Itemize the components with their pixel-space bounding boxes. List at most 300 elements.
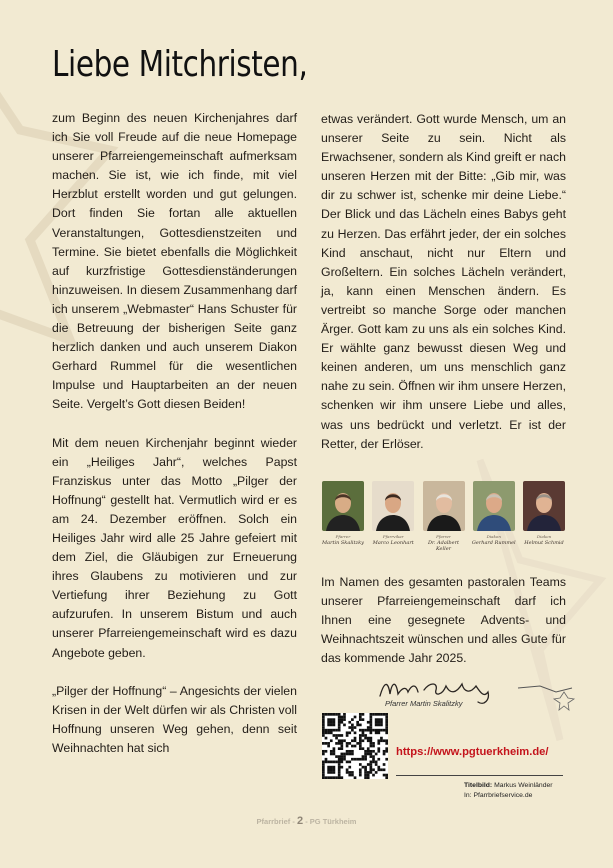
qr-module <box>362 755 365 758</box>
qr-module <box>322 731 325 734</box>
qr-module <box>340 721 343 724</box>
qr-module <box>359 758 362 761</box>
qr-module <box>346 734 349 737</box>
page-number: 2 <box>296 815 304 827</box>
qr-module <box>385 747 388 750</box>
qr-module <box>346 745 349 748</box>
qr-module <box>354 776 357 779</box>
qr-module <box>385 750 388 753</box>
qr-module <box>327 745 330 748</box>
qr-module <box>377 724 380 727</box>
qr-module <box>351 774 354 777</box>
qr-module <box>370 731 373 734</box>
qr-module <box>385 774 388 777</box>
qr-module <box>327 718 330 721</box>
qr-module <box>367 729 370 732</box>
qr-module <box>377 750 380 753</box>
qr-module <box>380 721 383 724</box>
qr-module <box>325 731 328 734</box>
qr-module <box>385 721 388 724</box>
qr-module <box>370 763 373 766</box>
qr-module <box>346 731 349 734</box>
qr-module <box>343 758 346 761</box>
qr-module <box>375 721 378 724</box>
qr-module <box>375 761 378 764</box>
qr-module <box>340 716 343 719</box>
qr-module <box>370 729 373 732</box>
qr-module <box>359 742 362 745</box>
qr-module <box>351 729 354 732</box>
qr-module <box>325 761 328 764</box>
qr-module <box>348 771 351 774</box>
qr-module <box>343 739 346 742</box>
qr-module <box>370 761 373 764</box>
qr-module <box>333 713 336 716</box>
qr-module <box>359 737 362 740</box>
qr-module <box>340 718 343 721</box>
qr-module <box>348 721 351 724</box>
qr-module <box>343 716 346 719</box>
qr-module <box>325 742 328 745</box>
qr-module <box>364 737 367 740</box>
qr-module <box>322 713 325 716</box>
qr-module <box>370 716 373 719</box>
qr-module <box>372 761 375 764</box>
qr-module <box>359 724 362 727</box>
qr-module <box>370 737 373 740</box>
qr-module <box>354 758 357 761</box>
qr-module <box>351 745 354 748</box>
qr-module <box>377 731 380 734</box>
qr-module <box>330 750 333 753</box>
team-name: Gerhard Rummel <box>471 540 516 546</box>
qr-module <box>370 726 373 729</box>
qr-module <box>346 750 349 753</box>
qr-module <box>383 768 386 771</box>
qr-module <box>340 742 343 745</box>
team-member <box>522 481 566 552</box>
qr-module <box>364 753 367 756</box>
qr-module <box>377 747 380 750</box>
qr-module <box>364 766 367 769</box>
team-role: Pfarrer <box>335 534 351 539</box>
qr-module <box>362 739 365 742</box>
qr-module <box>372 742 375 745</box>
qr-module <box>356 758 359 761</box>
qr-module <box>322 763 325 766</box>
qr-module <box>335 737 338 740</box>
qr-module <box>380 724 383 727</box>
qr-module <box>367 776 370 779</box>
page-title: Liebe Mitchristen, <box>52 44 308 85</box>
qr-module <box>359 729 362 732</box>
qr-module <box>343 713 346 716</box>
qr-module <box>330 713 333 716</box>
qr-module <box>351 771 354 774</box>
footer-left: Pfarrbrief - <box>256 817 295 826</box>
qr-module <box>377 721 380 724</box>
qr-module <box>375 724 378 727</box>
qr-module <box>335 734 338 737</box>
qr-module <box>351 753 354 756</box>
qr-module <box>322 726 325 729</box>
qr-module <box>372 729 375 732</box>
qr-module <box>385 713 388 716</box>
team-member <box>321 481 365 552</box>
divider <box>396 775 563 776</box>
qr-module <box>340 755 343 758</box>
qr-module <box>335 742 338 745</box>
qr-module <box>375 731 378 734</box>
team-name: Dr. Adalbert Keller <box>428 540 459 552</box>
signatory-name: Pfarrer Martin Skalitzky <box>385 699 463 708</box>
qr-module <box>375 729 378 732</box>
qr-module <box>327 776 330 779</box>
qr-module <box>338 724 341 727</box>
qr-module <box>333 729 336 732</box>
qr-module <box>343 755 346 758</box>
qr-module <box>333 766 336 769</box>
qr-module <box>380 718 383 721</box>
qr-module <box>354 726 357 729</box>
qr-module <box>333 747 336 750</box>
qr-module <box>383 739 386 742</box>
qr-module <box>364 776 367 779</box>
qr-module <box>340 753 343 756</box>
qr-module <box>377 713 380 716</box>
qr-module <box>327 713 330 716</box>
qr-module <box>351 726 354 729</box>
qr-module <box>383 713 386 716</box>
qr-module <box>330 761 333 764</box>
qr-module <box>354 731 357 734</box>
qr-module <box>338 771 341 774</box>
qr-module <box>377 739 380 742</box>
qr-module <box>359 763 362 766</box>
qr-module <box>340 739 343 742</box>
qr-module <box>364 771 367 774</box>
qr-module <box>383 774 386 777</box>
qr-module <box>370 718 373 721</box>
qr-module <box>351 724 354 727</box>
qr-module <box>330 724 333 727</box>
qr-module <box>385 776 388 779</box>
qr-module <box>383 750 386 753</box>
qr-module <box>330 731 333 734</box>
qr-module <box>335 761 338 764</box>
qr-module <box>338 729 341 732</box>
team-role: Pfarrer <box>436 534 451 539</box>
qr-module <box>333 753 336 756</box>
qr-module <box>327 771 330 774</box>
qr-module <box>380 737 383 740</box>
qr-module <box>367 753 370 756</box>
team-member <box>422 481 466 552</box>
qr-module <box>333 771 336 774</box>
qr-module <box>327 731 330 734</box>
portrait-photo <box>523 481 565 531</box>
right-column <box>321 110 566 473</box>
qr-module <box>356 742 359 745</box>
qr-module <box>359 734 362 737</box>
qr-module <box>359 774 362 777</box>
qr-module <box>383 763 386 766</box>
qr-module <box>372 774 375 777</box>
qr-module <box>330 771 333 774</box>
qr-module <box>327 742 330 745</box>
qr-module <box>340 747 343 750</box>
qr-module <box>377 766 380 769</box>
qr-module <box>330 721 333 724</box>
qr-module <box>377 718 380 721</box>
qr-module <box>380 729 383 732</box>
qr-module <box>335 755 338 758</box>
credits-label: Titelbild: <box>464 782 493 789</box>
qr-module <box>372 713 375 716</box>
qr-module <box>343 753 346 756</box>
qr-module <box>370 713 373 716</box>
qr-module <box>351 750 354 753</box>
qr-module <box>322 734 325 737</box>
qr-module <box>330 776 333 779</box>
qr-module <box>370 766 373 769</box>
qr-module <box>383 753 386 756</box>
qr-module <box>333 750 336 753</box>
qr-module <box>362 747 365 750</box>
qr-module <box>377 742 380 745</box>
qr-module <box>385 742 388 745</box>
qr-module <box>367 737 370 740</box>
qr-module <box>327 724 330 727</box>
qr-module <box>327 761 330 764</box>
qr-module <box>338 774 341 777</box>
qr-module <box>354 739 357 742</box>
qr-module <box>359 768 362 771</box>
qr-module <box>385 726 388 729</box>
qr-module <box>372 758 375 761</box>
qr-module <box>327 721 330 724</box>
paragraph-heiliges-jahr: Mit dem neuen Kirchenjahr beginnt wieder ein „Heiliges Jahr“, welches Papst Franziskus unter das Motto „Pilger der Hoffnung“ gestellt hat. Vermutlich wird er es am 24. Dezember eröffnen. Solch ein Heiliges Jahr wird alle 25 Jahre gefeiert mit dem Ziel, die Gläubigen zur Erneuerung ihres Glaubens zu motivieren und zur Vertiefung ihrer Beziehung zu Gott aufzurufen. In unserem Bistum und auch unserer Pfarreiengemeinschaft wird es dazu Angebote geben. <box>52 435 297 660</box>
qr-module <box>338 716 341 719</box>
qr-module <box>359 718 362 721</box>
qr-module <box>364 758 367 761</box>
qr-module <box>340 766 343 769</box>
qr-module <box>354 745 357 748</box>
qr-module <box>364 755 367 758</box>
qr-module <box>338 721 341 724</box>
qr-module <box>370 768 373 771</box>
qr-module <box>330 768 333 771</box>
qr-module <box>333 721 336 724</box>
qr-module <box>338 726 341 729</box>
website-link[interactable]: https://www.pgtuerkheim.de/ <box>396 746 549 758</box>
qr-module <box>362 734 365 737</box>
qr-module <box>375 771 378 774</box>
qr-module <box>367 739 370 742</box>
qr-module <box>359 739 362 742</box>
qr-module <box>338 734 341 737</box>
qr-module <box>370 753 373 756</box>
closing-greeting: Im Namen des gesamten pastoralen Teams unserer Pfarreiengemeinschaft darf ich Ihnen eine gesegnete Advents- und Weihnachtszeit wünschen und alles Gute für das kommende Jahr 2025. <box>321 575 566 666</box>
qr-module <box>322 768 325 771</box>
qr-module <box>354 737 357 740</box>
qr-module <box>377 768 380 771</box>
qr-module <box>367 726 370 729</box>
qr-module <box>322 716 325 719</box>
qr-module <box>346 753 349 756</box>
paragraph-pilger: „Pilger der Hoffnung“ – Angesichts der vielen Krisen in der Welt dürfen wir als Christen voll Hoffnung unseren Weg gehen, denn seit Weihnachten hat sich <box>52 683 297 755</box>
qr-module <box>356 724 359 727</box>
qr-module <box>372 755 375 758</box>
qr-module <box>370 750 373 753</box>
team-role: Pfarrvikar <box>382 534 404 539</box>
qr-module <box>338 758 341 761</box>
qr-module <box>343 724 346 727</box>
qr-module <box>333 768 336 771</box>
image-credits <box>464 781 553 800</box>
portrait-photo <box>322 481 364 531</box>
portrait-photo <box>372 481 414 531</box>
qr-module <box>346 742 349 745</box>
qr-module <box>330 766 333 769</box>
qr-module <box>327 768 330 771</box>
qr-module <box>348 753 351 756</box>
paragraph-homepage: zum Beginn des neuen Kirchenjahres darf ich Sie voll Freude auf die neue Homepage unserer Pfarreiengemeinschaft aufmerksam machen. Sie ist, wie ich finde, mit viel Herzblut erstellt worden und gut gelungen. Dort finden Sie fortan alle aktuellen Veranstaltungen, Gottesdienstzeiten und Termine. Sie bietet ebenfalls die Möglichkeit auf kurzfristige Gottesdienständerungen hinzuweisen. In diesem Zusammenhang darf ich unserem „Webmaster“ Hans Schuster für die Betreuung der bisherigen Seite ganz herzlich danken und auch unserem Diakon Gerhard Rummel für die wesentlichen Impulse und Hauptarbeiten an der neuen Seite. Vergelt’s Gott diesen Beiden! <box>52 111 297 412</box>
qr-module <box>348 761 351 764</box>
qr-module <box>346 761 349 764</box>
qr-module <box>364 729 367 732</box>
qr-module <box>338 776 341 779</box>
qr-module <box>340 745 343 748</box>
qr-module <box>359 713 362 716</box>
team-role: Diakon <box>536 534 552 539</box>
qr-module <box>375 713 378 716</box>
qr-module <box>322 724 325 727</box>
qr-module <box>348 731 351 734</box>
qr-module <box>343 718 346 721</box>
star-ornament-graphic <box>516 674 576 714</box>
qr-module <box>325 729 328 732</box>
page-footer <box>0 815 613 827</box>
qr-module <box>322 761 325 764</box>
qr-module <box>359 745 362 748</box>
qr-module <box>367 763 370 766</box>
qr-module <box>348 742 351 745</box>
qr-module <box>385 758 388 761</box>
qr-module <box>385 731 388 734</box>
portrait-photo <box>473 481 515 531</box>
qr-module <box>362 758 365 761</box>
qr-module <box>380 713 383 716</box>
qr-module <box>330 739 333 742</box>
qr-module <box>348 750 351 753</box>
qr-module <box>359 771 362 774</box>
qr-module <box>380 768 383 771</box>
qr-module <box>335 729 338 732</box>
qr-module <box>370 771 373 774</box>
qr-module <box>335 776 338 779</box>
qr-module <box>322 753 325 756</box>
qr-module <box>325 776 328 779</box>
qr-module <box>340 761 343 764</box>
qr-module <box>322 771 325 774</box>
team-member <box>371 481 415 552</box>
qr-module <box>375 718 378 721</box>
credits-author: Markus Weinländer <box>494 782 553 789</box>
qr-module <box>385 739 388 742</box>
qr-module <box>346 771 349 774</box>
qr-module <box>340 734 343 737</box>
qr-module <box>348 766 351 769</box>
qr-module <box>346 768 349 771</box>
qr-module <box>322 742 325 745</box>
qr-module <box>330 753 333 756</box>
qr-module <box>367 721 370 724</box>
qr-module <box>375 763 378 766</box>
qr-module <box>330 718 333 721</box>
qr-module <box>385 724 388 727</box>
qr-module <box>333 776 336 779</box>
qr-module <box>359 716 362 719</box>
team-name: Martin Skalitzky <box>321 540 365 546</box>
qr-module <box>338 766 341 769</box>
qr-module <box>322 729 325 732</box>
qr-module <box>367 771 370 774</box>
qr-module <box>325 758 328 761</box>
qr-module <box>377 729 380 732</box>
qr-module <box>364 768 367 771</box>
team-member <box>472 481 516 552</box>
qr-module <box>351 739 354 742</box>
qr-module <box>359 747 362 750</box>
qr-module <box>354 716 357 719</box>
portrait-photo <box>423 481 465 531</box>
qr-module <box>372 768 375 771</box>
qr-module <box>330 729 333 732</box>
qr-module <box>370 745 373 748</box>
qr-module <box>338 742 341 745</box>
qr-module <box>370 724 373 727</box>
qr-module <box>322 750 325 753</box>
qr-module <box>364 774 367 777</box>
qr-module <box>348 774 351 777</box>
team-name: Helmut Schmid <box>524 540 564 546</box>
qr-module <box>348 726 351 729</box>
qr-module <box>370 742 373 745</box>
qr-module <box>338 755 341 758</box>
qr-module <box>362 766 365 769</box>
qr-module <box>364 750 367 753</box>
qr-module <box>380 739 383 742</box>
left-column <box>52 109 297 777</box>
qr-module <box>362 718 365 721</box>
qr-module <box>327 766 330 769</box>
qr-module <box>367 774 370 777</box>
qr-module <box>325 750 328 753</box>
qr-module <box>338 768 341 771</box>
qr-module <box>338 761 341 764</box>
qr-module <box>385 718 388 721</box>
qr-module <box>372 750 375 753</box>
qr-module <box>385 716 388 719</box>
team-name: Marco Leonhart <box>372 540 414 546</box>
qr-module <box>351 718 354 721</box>
qr-module <box>362 713 365 716</box>
qr-module <box>340 776 343 779</box>
qr-module <box>333 761 336 764</box>
qr-module <box>322 721 325 724</box>
qr-code[interactable] <box>322 713 388 779</box>
